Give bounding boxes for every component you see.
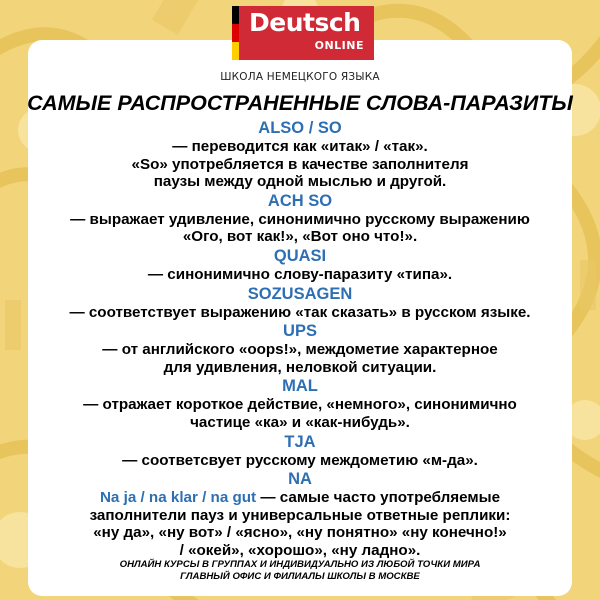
german-flag-icon — [232, 6, 239, 60]
na-description: заполнители пауз и универсальные ответные реплики: — [89, 506, 511, 524]
footer-line: ГЛАВНЫЙ ОФИС И ФИЛИАЛЫ ШКОЛЫ В МОСКВЕ — [180, 571, 420, 582]
term-heading: MAL — [282, 377, 318, 396]
entries-list — [20, 118, 580, 560]
na-description-first-line — [20, 489, 580, 507]
term-description: частице «ка» и «как-нибудь». — [190, 413, 410, 431]
term-heading: ACH SO — [267, 191, 333, 210]
na-description: / «окей», «хорошо», «ну ладно». — [179, 541, 421, 559]
term-heading: TJA — [284, 432, 316, 451]
term-description: паузы между одной мыслью и другой. — [153, 173, 447, 191]
term-heading: ALSO / SO — [258, 119, 342, 137]
term-description: — соответствует выражению «так сказать» в русском языке. — [69, 303, 531, 321]
logo-box — [239, 6, 374, 60]
term-description: «Ого, вот как!», «Вот оно что!». — [182, 228, 418, 246]
term-heading: UPS — [283, 322, 317, 341]
school-subtitle: ШКОЛА НЕМЕЦКОГО ЯЗЫКА — [220, 71, 380, 83]
na-keywords: Na ja / na klar / na gut — [99, 489, 257, 507]
term-description: — от английского «oops!», междометие характерное — [102, 341, 498, 359]
term-heading: QUASI — [273, 246, 327, 265]
term-description: «So» употребляется в качестве заполнителя — [131, 155, 469, 173]
term-heading: NA — [288, 470, 312, 489]
brand-logo[interactable] — [232, 6, 374, 60]
term-description: — соответсвует русскому междометию «м-да». — [122, 451, 478, 469]
page-title: САМЫЕ РАСПРОСТРАНЕННЫЕ СЛОВА-ПАРАЗИТЫ — [27, 91, 573, 115]
term-heading: SOZUSAGEN — [247, 284, 353, 303]
logo-main-text: Deutsch — [249, 8, 361, 37]
term-description: — выражает удивление, синонимично русскому выражению — [70, 210, 530, 228]
logo-sub-text: ONLINE — [314, 39, 364, 52]
footer-line: ОНЛАЙН КУРСЫ В ГРУППАХ И ИНДИВИДУАЛЬНО ИЗ ЛЮБОЙ ТОЧКИ МИРА — [119, 559, 481, 570]
na-description-rest: — самые часто употребляемые — [256, 489, 501, 507]
na-description: «ну да», «ну вот» / «ясно», «ну понятно» «ну конечно!» — [93, 524, 507, 542]
term-description: — синонимично слову-паразиту «типа». — [147, 265, 453, 283]
footer — [0, 559, 600, 583]
term-description: — переводится как «итак» / «так». — [172, 138, 428, 155]
term-description: для удивления, неловкой ситуации. — [163, 358, 437, 376]
term-description: — отражает короткое действие, «немного», синонимично — [83, 396, 517, 414]
